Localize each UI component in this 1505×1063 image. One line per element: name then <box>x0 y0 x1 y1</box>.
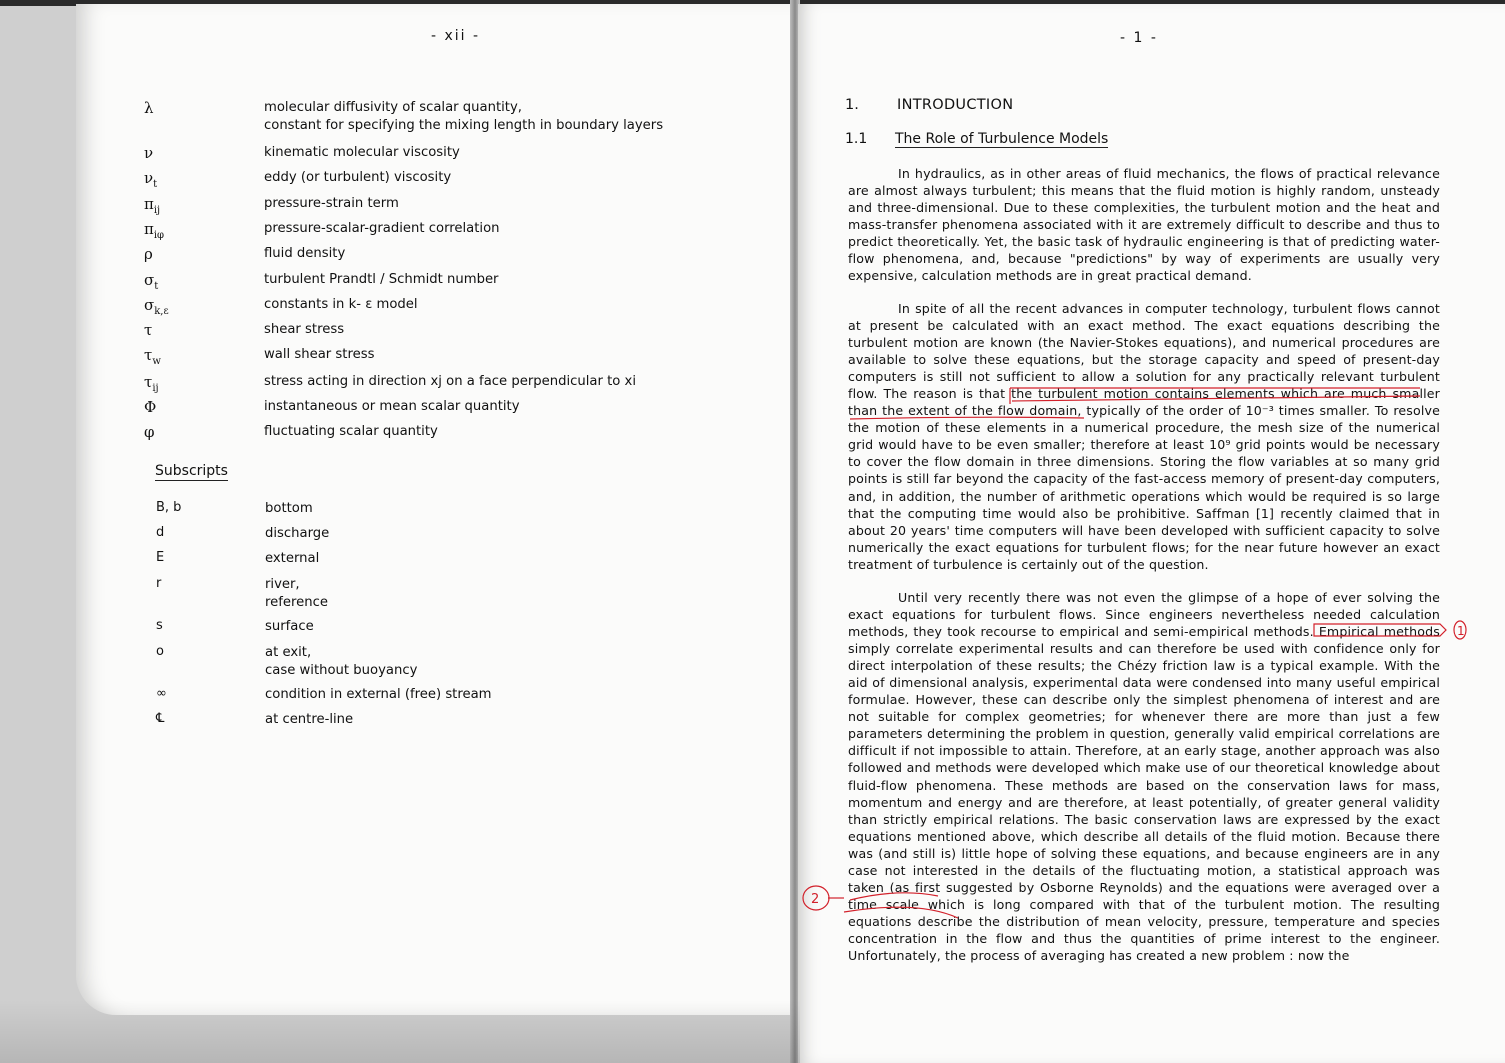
subscript-description <box>265 500 313 518</box>
symbol-glyph: τ <box>144 346 153 364</box>
description-line: case without buoyancy <box>265 663 418 678</box>
description-line: river, <box>265 577 300 592</box>
description-line: turbulent Prandtl / Schmidt number <box>264 272 499 287</box>
handwritten-annotations <box>798 4 1505 1063</box>
symbol <box>144 169 157 190</box>
symbol <box>144 321 152 342</box>
symbol-glyph: τ <box>144 321 153 339</box>
description-line: wall shear stress <box>264 347 375 362</box>
symbol-glyph: φ <box>144 423 155 441</box>
symbol-glyph: ν <box>144 144 154 162</box>
symbol <box>144 423 155 444</box>
margin-note-2: 2 <box>811 892 820 907</box>
description-line: stress acting in direction xj on a face perpendicular to xi <box>264 374 636 389</box>
symbol-subscript: w <box>152 356 161 367</box>
description-line: condition in external (free) stream <box>265 687 492 702</box>
paragraph-text: In spite of all the recent advances in computer technology, turbulent flows cannot at present be calculated with an exact method. The exact equations describing the turbulent motion are known (the Navier-Stokes equations), and numerical procedures are available to solve these equations, but the storage capacity and speed of present-day computers is still not sufficient to allow a solution for any practically relevant turbulent flow. The reason is that the turbulent motion contains elements which are much smaller than the extent of the flow domain, typically of the order of 10⁻³ times smaller. To resolve the motion of these elements in a numerical procedure, the mesh size of the numerical grid would have to be even smaller; therefore at least 10⁹ grid points would be necessary to cover the flow domain in three dimensions. Storing the flow variables at so many grid points is still far beyond the capacity of the fast-access memory of present-day computers, and, in addition, the number of arithmetic operations which would be required is so large that the computing time would also be prohibitive. Saffman [1] recently claimed that in about 20 years' time computers will have been developed with sufficient capacity to solve numerically the exact equations for turbulent flows; for the near future however an exact treatment of turbulence is certainly out of the question. <box>848 301 1440 572</box>
symbol <box>144 195 160 216</box>
symbol-description <box>264 321 344 339</box>
box-mark <box>1314 624 1446 636</box>
page-shadow <box>0 1000 800 1063</box>
description-line: fluid density <box>264 246 346 261</box>
symbol <box>144 99 154 120</box>
paragraph-text: Until very recently there was not even the glimpse of a hope of ever solving the exact equations for turbulent flows. Since engineers nevertheless needed calculation methods, they took recourse to empirical and semi-empirical methods. Empirical methods simply correlate experimental results and can therefore be used with confidence only for direct interpolation of these results; the Chézy friction law is a typical example. With the aid of dimensional analysis, experimental data were condensed into many useful empirical formulae. However, these can describe only the simplest phenomena of interest and are not suitable for complex geometries; for whenever there are more than just a few parameters determining the problem in question, generally valid empirical correlations are difficult if not impossible to attain. Therefore, at an early stage, another approach was also followed and methods were developed which make use of our theoretical knowledge about fluid-flow phenomena. These methods are based on the conservation laws for mass, momentum and energy and are therefore, at least potentially, of greater general validity than strictly empirical relations. The basic conservation laws are expressed by the exact equations mentioned above, which describe all details of the fluid motion. Because there was (and still is) little hope of solving these equations, and because engineers are in any case not interested in the details of the fluctuating motion, a statistical approach was taken (as first suggested by Osborne Reynolds) and the equations were averaged over a time scale which is long compared with that of the turbulent motion. The resulting equations describe the distribution of mean velocity, pressure, temperature and species concentration in the flow and thus the quantities of prime interest to the engineer. Unfortunately, the process of averaging has created a new problem : now the <box>848 590 1440 963</box>
symbol-description <box>264 423 438 441</box>
symbol-glyph: σ <box>144 296 155 314</box>
symbol <box>144 220 164 241</box>
subscript-symbol: r <box>156 576 162 591</box>
description-line: reference <box>265 595 328 610</box>
symbol <box>144 296 169 317</box>
symbol-subscript: t <box>153 179 158 190</box>
subscript-symbol: E <box>156 550 165 565</box>
symbol <box>144 373 159 394</box>
subscript-description <box>265 686 492 704</box>
subsection-number: 1.1 <box>845 131 868 147</box>
symbol <box>144 398 156 419</box>
section-number: 1. <box>845 97 859 113</box>
symbol <box>144 346 161 367</box>
description-line: constants in k- ε model <box>264 297 418 312</box>
subscript-symbol: s <box>156 618 163 633</box>
description-line: shear stress <box>264 322 345 337</box>
section-title: INTRODUCTION <box>897 97 1014 113</box>
symbol-glyph: π <box>144 220 154 238</box>
description-line: instantaneous or mean scalar quantity <box>264 399 520 414</box>
paragraph-text: In hydraulics, as in other areas of fluid mechanics, the flows of practical relevance are almost always turbulent; this means that the fluid motion is highly random, unsteady and three-dimensional. Due to these complexities, the turbulent motion and the heat and mass-transfer phenomena associated with it are extremely difficult to describe and thus to predict theoretically. Yet, the basic task of hydraulic engineering is that of predicting water-flow phenomena, and, because "predictions" by way of experiments are usually very expensive, calculation methods are in great practical demand. <box>848 166 1440 284</box>
description-line: fluctuating scalar quantity <box>264 424 438 439</box>
symbol-glyph: τ <box>144 373 153 391</box>
right-page-number: - 1 - <box>1120 30 1158 46</box>
symbol-description <box>264 220 500 238</box>
symbol-description <box>264 271 498 289</box>
symbol-description <box>264 296 418 314</box>
subscript-description <box>265 711 353 729</box>
description-line: at centre-line <box>265 712 354 727</box>
left-page-number: - xii - <box>431 28 481 44</box>
symbol-description <box>264 346 374 364</box>
symbol-subscript: k,ε <box>154 306 169 317</box>
underline-mark <box>844 907 958 918</box>
symbol-glyph: ν <box>144 169 154 187</box>
symbol <box>144 271 158 292</box>
symbol <box>144 144 153 165</box>
underline-mark <box>850 893 938 900</box>
symbol-description <box>264 195 399 213</box>
description-line: constant for specifying the mixing length in boundary layers <box>264 118 664 133</box>
subscript-description <box>265 525 329 543</box>
description-line: eddy (or turbulent) viscosity <box>264 170 452 185</box>
subscript-description <box>265 644 417 680</box>
symbol-description <box>264 373 636 391</box>
symbol-glyph: π <box>144 195 154 213</box>
symbol-description <box>264 398 520 416</box>
underline-mark <box>850 417 1084 419</box>
subscript-symbol: B, b <box>156 500 182 515</box>
description-line: discharge <box>265 526 330 541</box>
right-page <box>798 4 1505 1063</box>
description-line: pressure-scalar-gradient correlation <box>264 221 500 236</box>
subscript-description <box>265 576 328 612</box>
subsection-title: The Role of Turbulence Models <box>895 131 1109 147</box>
symbol-description <box>264 169 451 187</box>
symbol-glyph: σ <box>144 271 155 289</box>
description-line: at exit, <box>265 645 312 660</box>
left-page <box>76 4 793 1015</box>
subscripts-heading: Subscripts <box>155 463 228 479</box>
subscript-symbol: ℄ <box>156 711 165 726</box>
description-line: bottom <box>265 501 313 516</box>
margin-note-1: 1 <box>1457 624 1465 638</box>
symbol-subscript: ij <box>153 205 161 216</box>
symbol-glyph: λ <box>144 99 154 117</box>
description-line: external <box>265 551 320 566</box>
symbol-glyph: Φ <box>144 398 157 416</box>
symbol-description <box>264 99 663 135</box>
symbol-description <box>264 144 460 162</box>
symbol-subscript: iφ <box>153 230 165 241</box>
symbol-subscript: t <box>154 281 159 292</box>
underline-mark <box>1012 396 1420 401</box>
description-line: pressure-strain term <box>264 196 399 211</box>
subscript-symbol: d <box>156 525 165 540</box>
description-line: surface <box>265 619 314 634</box>
bracket-mark <box>1010 388 1420 404</box>
subscript-symbol: ∞ <box>156 686 167 701</box>
subscript-description <box>265 550 319 568</box>
description-line: molecular diffusivity of scalar quantity, <box>264 100 522 115</box>
symbol-glyph: ρ <box>144 245 153 263</box>
subscript-description <box>265 618 314 636</box>
symbol-subscript: ij <box>152 383 159 394</box>
symbol <box>144 245 153 266</box>
symbol-description <box>264 245 345 263</box>
subscript-symbol: o <box>156 644 164 659</box>
description-line: kinematic molecular viscosity <box>264 145 460 160</box>
